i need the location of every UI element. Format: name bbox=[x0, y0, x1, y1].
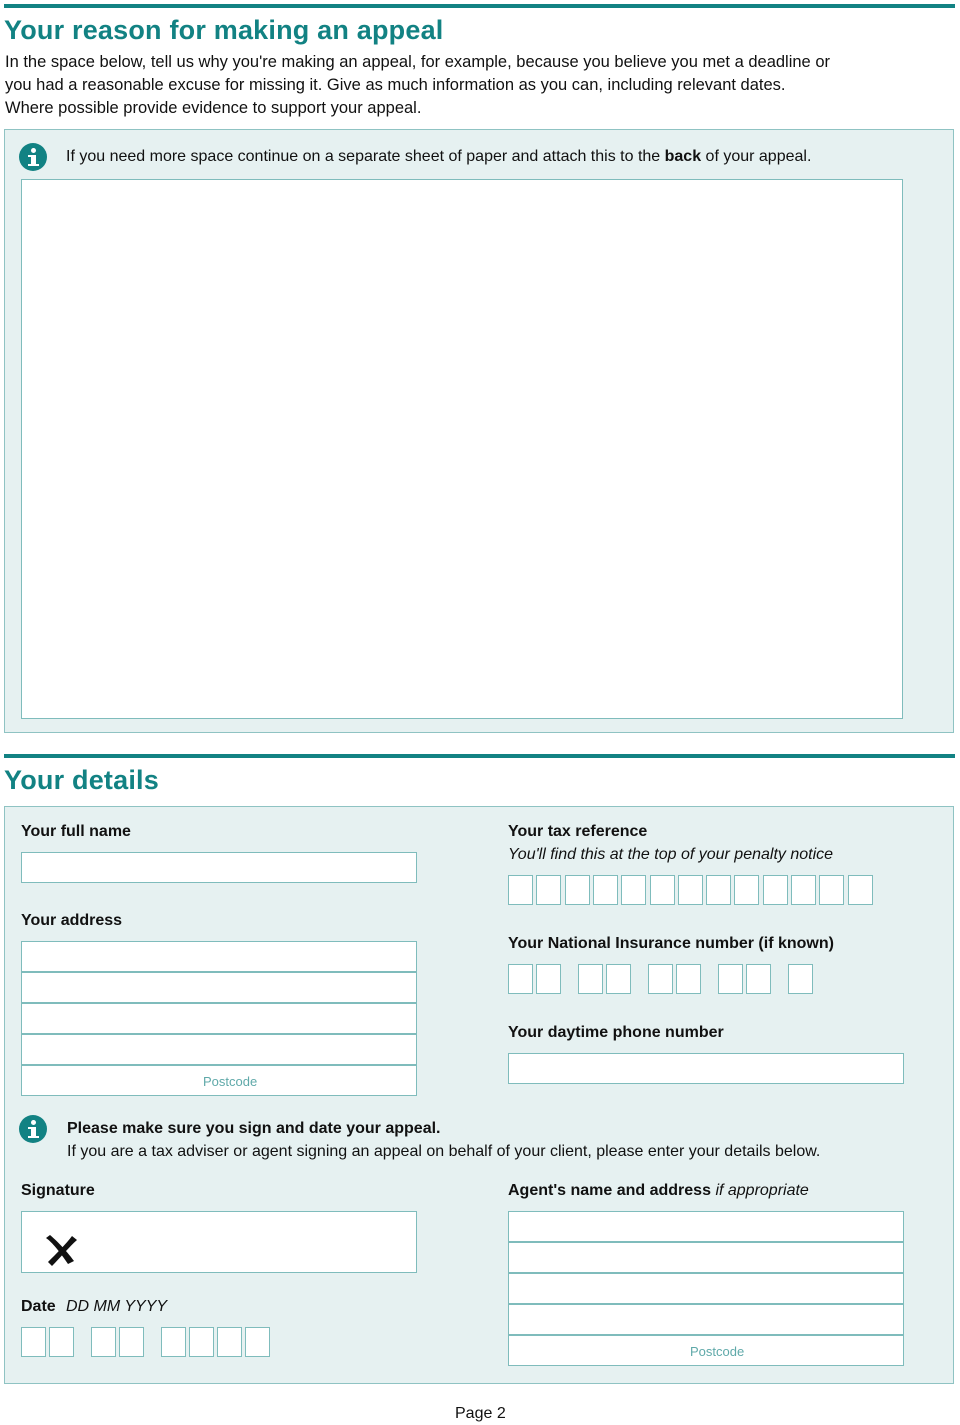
reason-heading: Your reason for making an appeal bbox=[4, 15, 444, 45]
reason-intro-line1: In the space below, tell us why you're making an appeal, for example, because you believe you met a deadline or bbox=[5, 53, 830, 71]
date-box[interactable] bbox=[49, 1327, 74, 1357]
full-name-label: Your full name bbox=[21, 823, 131, 840]
ni-box[interactable] bbox=[578, 964, 603, 994]
phone-field[interactable] bbox=[508, 1053, 904, 1084]
reason-note: If you need more space continue on a separate sheet of paper and attach this to the back of your appeal. bbox=[66, 148, 812, 165]
tax-ref-box[interactable] bbox=[763, 875, 788, 905]
date-box[interactable] bbox=[119, 1327, 144, 1357]
tax-ref-box[interactable] bbox=[621, 875, 646, 905]
details-panel bbox=[4, 806, 954, 1384]
ni-box[interactable] bbox=[718, 964, 743, 994]
postcode-placeholder: Postcode bbox=[203, 1074, 258, 1089]
signature-label: Signature bbox=[21, 1182, 95, 1199]
agent-label: Agent's name and address if appropriate bbox=[508, 1182, 809, 1199]
info-icon bbox=[19, 1115, 47, 1143]
tax-ref-box[interactable] bbox=[706, 875, 731, 905]
address-label: Your address bbox=[21, 912, 123, 929]
agent-line-2[interactable] bbox=[508, 1242, 904, 1273]
agent-line-4[interactable] bbox=[508, 1304, 904, 1335]
ni-box[interactable] bbox=[508, 964, 533, 994]
agent-postcode-placeholder: Postcode bbox=[690, 1344, 745, 1359]
date-box[interactable] bbox=[245, 1327, 270, 1357]
address-line-1[interactable] bbox=[21, 941, 417, 972]
tax-ref-box[interactable] bbox=[536, 875, 561, 905]
tax-ref-box[interactable] bbox=[819, 875, 844, 905]
date-label: Date bbox=[21, 1298, 56, 1315]
tax-ref-box[interactable] bbox=[508, 875, 533, 905]
tax-ref-box[interactable] bbox=[791, 875, 816, 905]
date-box[interactable] bbox=[21, 1327, 46, 1357]
ni-box[interactable] bbox=[648, 964, 673, 994]
reason-intro-line3: Where possible provide evidence to support your appeal. bbox=[5, 99, 422, 117]
address-postcode-field[interactable] bbox=[21, 1065, 417, 1096]
date-box[interactable] bbox=[161, 1327, 186, 1357]
tax-ref-box[interactable] bbox=[678, 875, 703, 905]
details-heading: Your details bbox=[4, 765, 159, 795]
reason-intro-line2: you had a reasonable excuse for missing it. Give as much information as you can, including relevant dates. bbox=[5, 76, 786, 94]
signature-field[interactable] bbox=[21, 1211, 417, 1273]
sign-note-bold: Please make sure you sign and date your appeal. bbox=[67, 1120, 441, 1137]
tax-ref-box[interactable] bbox=[650, 875, 675, 905]
agent-line-3[interactable] bbox=[508, 1273, 904, 1304]
date-box[interactable] bbox=[217, 1327, 242, 1357]
tax-ref-box[interactable] bbox=[593, 875, 618, 905]
date-box[interactable] bbox=[189, 1327, 214, 1357]
cross-mark-icon bbox=[42, 1232, 80, 1268]
reason-panel bbox=[4, 129, 954, 733]
ni-box[interactable] bbox=[606, 964, 631, 994]
agent-postcode-field[interactable] bbox=[508, 1335, 904, 1366]
reason-textarea[interactable] bbox=[21, 179, 903, 719]
ni-label: Your National Insurance number (if known) bbox=[508, 935, 834, 952]
agent-line-1[interactable] bbox=[508, 1211, 904, 1242]
ni-box[interactable] bbox=[746, 964, 771, 994]
page-number: Page 2 bbox=[455, 1405, 506, 1422]
address-line-3[interactable] bbox=[21, 1003, 417, 1034]
phone-label: Your daytime phone number bbox=[508, 1024, 724, 1041]
ni-box[interactable] bbox=[536, 964, 561, 994]
sign-note: If you are a tax adviser or agent signing an appeal on behalf of your client, please enter your details below. bbox=[67, 1143, 821, 1160]
address-line-4[interactable] bbox=[21, 1034, 417, 1065]
section-rule-reason bbox=[4, 4, 955, 8]
date-box[interactable] bbox=[91, 1327, 116, 1357]
address-line-2[interactable] bbox=[21, 972, 417, 1003]
full-name-field[interactable] bbox=[21, 852, 417, 883]
ni-box[interactable] bbox=[788, 964, 813, 994]
tax-ref-label: Your tax reference bbox=[508, 823, 648, 840]
section-rule-details bbox=[4, 754, 955, 758]
tax-ref-box[interactable] bbox=[565, 875, 590, 905]
ni-box[interactable] bbox=[676, 964, 701, 994]
tax-ref-box[interactable] bbox=[734, 875, 759, 905]
tax-ref-box[interactable] bbox=[848, 875, 873, 905]
info-icon bbox=[19, 143, 47, 171]
tax-ref-hint: You'll find this at the top of your penalty notice bbox=[508, 846, 834, 863]
date-format-hint: DD MM YYYY bbox=[66, 1298, 168, 1315]
